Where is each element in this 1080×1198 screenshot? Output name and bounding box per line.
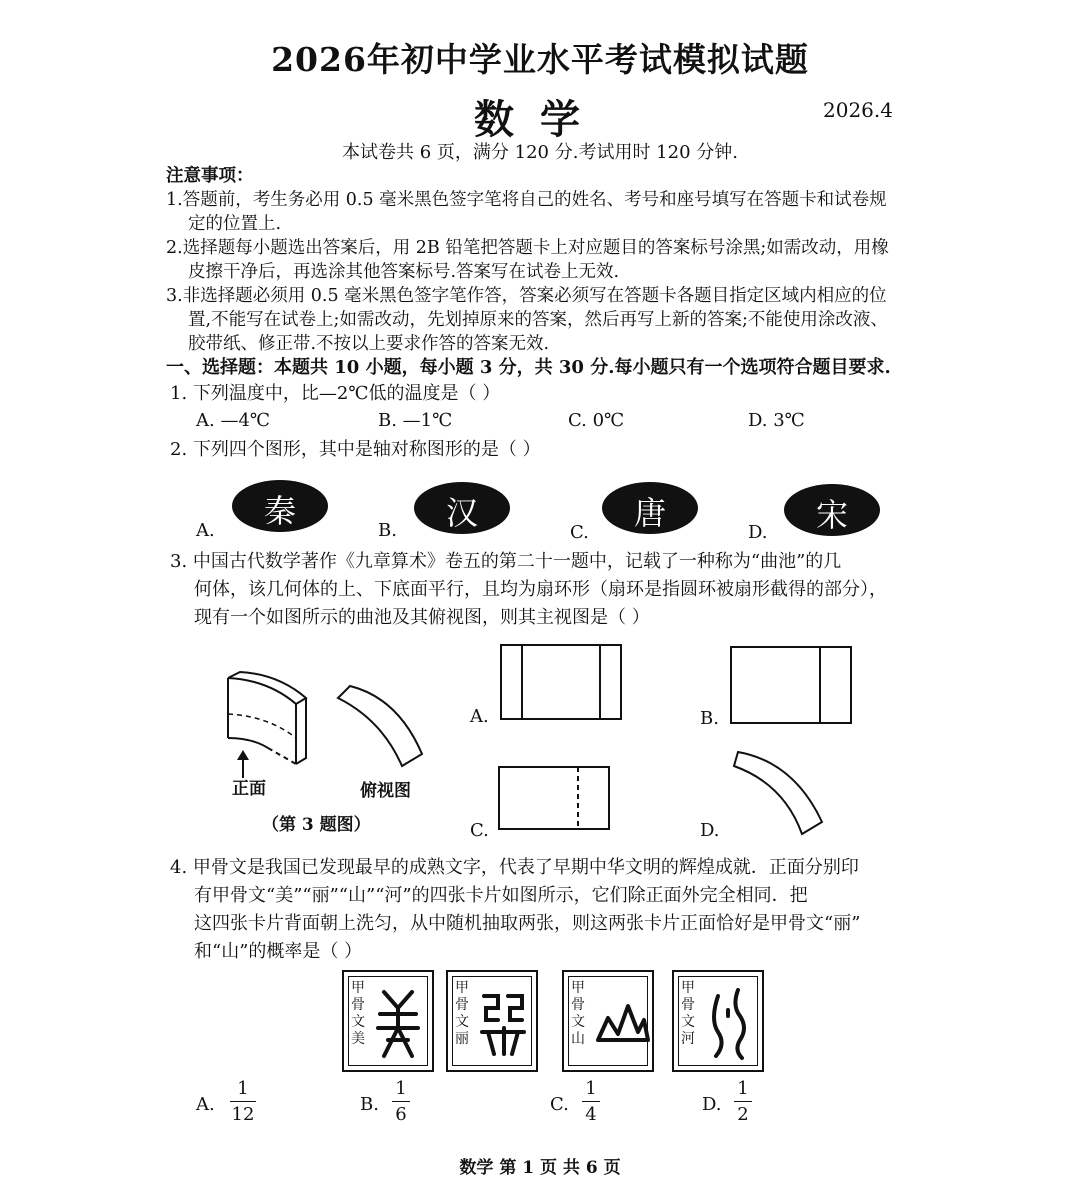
q2-label-b: B. [378,520,397,541]
seal-glyph: 汉 [445,494,478,532]
q3-line: 3. 中国古代数学著作《九章算术》卷五的第二十一题中，记载了一种称为“曲池”的几 [170,551,842,572]
q1-option-b: B. —1℃ [378,410,453,431]
denominator: 2 [737,1104,749,1125]
q4-line: 有甲骨文“美”“丽”“山”“河”的四张卡片如图所示，它们除正面外完全相同．把 [194,885,808,906]
option-d-figure [730,750,830,840]
q4-fraction-c [582,1078,600,1125]
subject-title: 数学 [474,96,606,143]
option-c-figure [498,766,612,832]
q4-line: 和“山”的概率是（ ） [194,941,363,962]
top-view-figure [330,682,430,782]
q4-label-b: B. [360,1094,379,1115]
exam-title: 2026年初中学业水平考试模拟试题 [271,40,809,79]
numerator: 1 [585,1078,597,1099]
seal-glyph: 宋 [815,496,848,534]
notice-line: 3.非选择题必须用 0.5 毫米黑色签字笔作答，答案必须写在答题卡各题目指定区域内相应的位 [166,286,887,306]
q4-fraction-b [392,1078,410,1125]
numerator: 1 [737,1078,749,1099]
section-heading: 一、选择题：本题共 10 小题，每小题 3 分，共 30 分.每小题只有一个选项符合题目要求. [166,357,891,378]
q3-label-c: C. [470,820,489,841]
seal-image-d [784,484,880,536]
q2-label-c: C. [570,522,589,543]
notice-line: 1.答题前，考生务必用 0.5 毫米黑色签字笔将自己的姓名、考号和座号填写在答题卡和试卷规 [166,190,887,210]
oracle-card-mei [342,970,434,1072]
oracle-glyph-shan-icon [594,998,650,1048]
exam-intro: 本试卷共 6 页，满分 120 分.考试用时 120 分钟. [342,142,738,163]
q1-option-a: A. —4℃ [196,410,271,431]
page-footer: 数学 第 1 页 共 6 页 [459,1158,621,1178]
q2-label-d: D. [748,522,768,543]
q1-option-d: D. 3℃ [748,410,805,431]
seal-glyph: 唐 [633,494,666,532]
q4-label-c: C. [550,1094,569,1115]
notice-line: 置,不能写在试卷上;如需改动，先划掉原来的答案，然后再写上新的答案;不能使用涂改液、 [188,310,888,330]
oracle-card-shan [562,970,654,1072]
top-view-label: 俯视图 [360,781,411,801]
numerator: 1 [395,1078,407,1099]
q2-label-a: A. [196,520,215,541]
oracle-glyph-li-icon [478,988,528,1060]
option-b-figure [730,646,854,726]
q3-line: 现有一个如图所示的曲池及其俯视图，则其主视图是（ ） [194,607,650,628]
figure-caption: （第 3 题图） [262,815,371,835]
notice-line: 皮擦干净后，再选涂其他答案标号.答案写在试卷上无效. [188,262,620,282]
oracle-glyph-mei-icon [374,988,424,1060]
notice-line: 2.选择题每小题选出答案后，用 2B 铅笔把答题卡上对应题目的答案标号涂黑;如需改动，用橡 [166,238,889,258]
q1-stem: 1. 下列温度中，比—2℃低的温度是（ ） [170,383,501,404]
card-label: 甲骨文河 [681,980,695,1047]
oracle-glyph-he-icon [704,986,754,1060]
q4-fraction-a [230,1078,256,1125]
seal-image-a [232,480,328,532]
denominator: 6 [395,1104,407,1125]
q4-line: 这四张卡片背面朝上洗匀，从中随机抽取两张，则这两张卡片正面恰好是甲骨文“丽” [194,913,861,934]
q3-line: 何体，该几何体的上、下底面平行，且均为扇环形（扇环是指圆环被扇形截得的部分）， [194,579,887,600]
card-label: 甲骨文丽 [455,980,469,1047]
option-a-figure [500,644,624,722]
q4-label-d: D. [702,1094,722,1115]
card-label: 甲骨文美 [351,980,365,1047]
q4-line: 4. 甲骨文是我国已发现最早的成熟文字，代表了早期中华文明的辉煌成就．正面分别印 [170,857,859,878]
curved-pool-3d-figure [210,668,320,778]
denominator: 12 [231,1104,255,1125]
numerator: 1 [237,1078,249,1099]
oracle-card-li [446,970,538,1072]
q2-stem: 2. 下列四个图形，其中是轴对称图形的是（ ） [170,439,541,460]
q3-label-d: D. [700,820,720,841]
notice-line: 胶带纸、修正带.不按以上要求作答的答案无效. [188,334,550,354]
seal-glyph: 秦 [263,492,296,530]
q1-option-c: C. 0℃ [568,410,625,431]
front-label: 正面 [232,779,266,799]
card-label: 甲骨文山 [571,980,585,1047]
oracle-card-he [672,970,764,1072]
q3-label-b: B. [700,708,719,729]
seal-image-c [602,482,698,534]
seal-image-b [414,482,510,534]
denominator: 4 [585,1104,597,1125]
notice-line: 定的位置上. [188,214,282,234]
notice-heading: 注意事项： [166,166,254,186]
q4-label-a: A. [196,1094,215,1115]
exam-date: 2026.4 [823,98,893,122]
q3-label-a: A. [470,706,489,727]
q4-fraction-d [734,1078,752,1125]
